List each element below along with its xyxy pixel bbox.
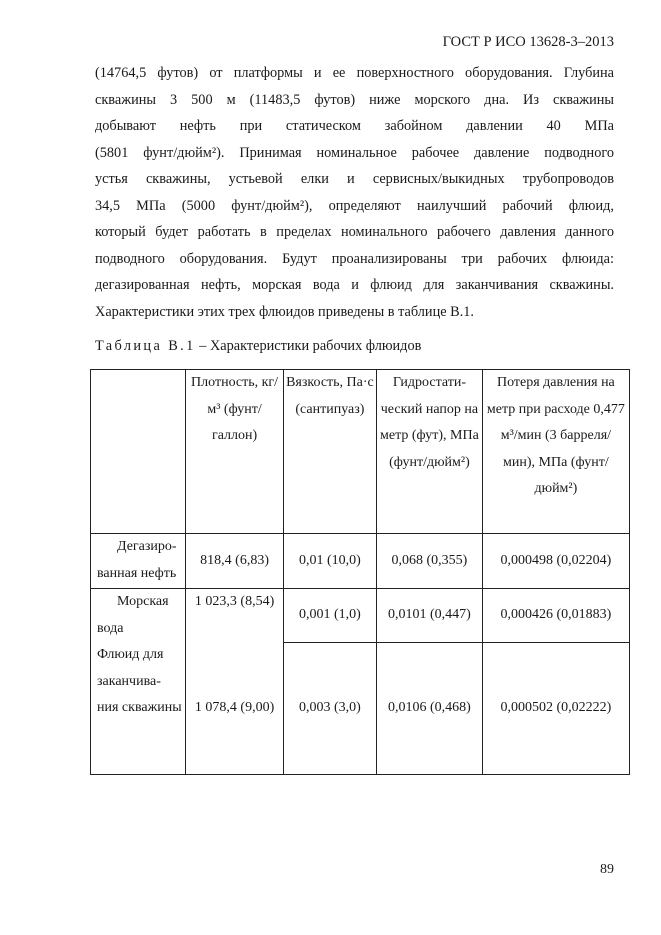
cell-loss: 0,000426 (0,01883) <box>482 589 629 643</box>
body-paragraph <box>95 60 614 325</box>
document-header: ГОСТ Р ИСО 13628-3–2013 <box>442 34 614 50</box>
row-name: Морская вода <box>91 589 186 643</box>
paragraph-line: подводного оборудования. Будут проанализированы три рабочих флюида: <box>95 250 614 267</box>
header-hydrostatic-head: Гидростати- ческий напор на метр (фут), МПа (фунт/дюйм²) <box>377 370 483 534</box>
header-pressure-loss: Потеря давления на метр при расходе 0,477 м³/мин (3 барреля/мин), МПа (фунт/дюйм²) <box>482 370 629 534</box>
cell-head: 0,068 (0,355) <box>377 534 483 589</box>
cell-viscosity: 0,001 (1,0) <box>283 589 376 643</box>
cell-density: 1 023,3 (8,54) <box>186 589 283 643</box>
cell-density: 818,4 (6,83) <box>186 534 283 589</box>
table-caption <box>95 338 421 355</box>
paragraph-line: добывают нефть при статическом забойном давлении 40 МПа <box>95 118 614 134</box>
header-cell-empty <box>91 370 186 534</box>
cell-viscosity: 0,003 (3,0) <box>283 642 376 774</box>
cell-loss: 0,000502 (0,02222) <box>482 642 629 774</box>
row-name: Дегазиро- ванная нефть <box>91 534 186 589</box>
paragraph-line: Характеристики этих трех флюидов приведены в таблице В.1. <box>95 303 474 320</box>
header-viscosity: Вязкость, Па·с (сантипуаз) <box>283 370 376 534</box>
table-caption-prefix: Таблица В.1 <box>95 338 196 354</box>
cell-density: 1 078,4 (9,00) <box>186 642 283 774</box>
fluid-characteristics-table <box>90 369 630 775</box>
row-name: Флюид для заканчива- ния скважины <box>91 642 186 774</box>
paragraph-line: (5801 фунт/дюйм²). Принимая номинальное рабочее давление подводного <box>95 144 614 161</box>
paragraph-line: устья скважины, устьевой елки и сервисных/выкидных трубопроводов <box>95 171 614 187</box>
table-row <box>91 534 630 589</box>
table-row <box>91 589 630 643</box>
paragraph-line: скважины 3 500 м (11483,5 футов) ниже морского дна. Из скважины <box>95 91 614 108</box>
cell-head: 0,0101 (0,447) <box>377 589 483 643</box>
table-caption-text: – Характеристики рабочих флюидов <box>195 338 422 354</box>
paragraph-line: который будет работать в пределах номинального рабочего давления данного <box>95 224 614 240</box>
table-header-row <box>91 370 630 534</box>
paragraph-line: (14764,5 футов) от платформы и ее поверхностного оборудования. Глубина <box>95 65 614 81</box>
paragraph-line: 34,5 МПа (5000 фунт/дюйм²), определяют наилучший рабочий флюид, <box>95 197 614 214</box>
cell-viscosity: 0,01 (10,0) <box>283 534 376 589</box>
table-row <box>91 642 630 774</box>
cell-head: 0,0106 (0,468) <box>377 642 483 774</box>
paragraph-line: дегазированная нефть, морская вода и флюид для заканчивания скважины. <box>95 277 614 293</box>
cell-loss: 0,000498 (0,02204) <box>482 534 629 589</box>
header-density: Плотность, кг/м³ (фунт/ галлон) <box>186 370 283 534</box>
page-number: 89 <box>600 862 614 877</box>
